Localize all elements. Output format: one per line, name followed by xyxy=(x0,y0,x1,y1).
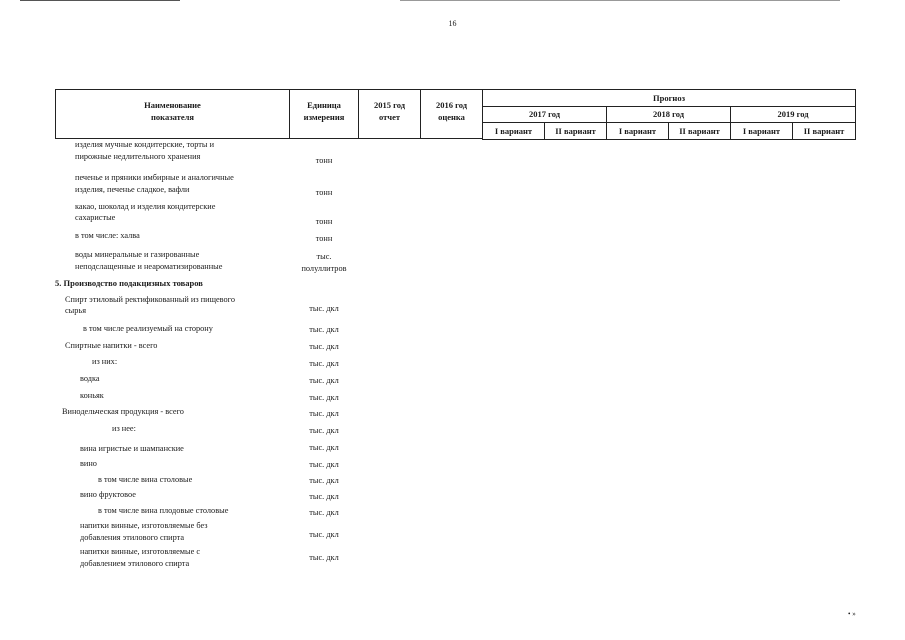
header-year-2017: 2017 год xyxy=(528,109,561,119)
row-unit: тыс. дкл xyxy=(309,492,339,501)
header-unit-line2: измерения xyxy=(303,112,345,122)
row-unit: тыс. дкл xyxy=(309,508,339,517)
row-unit: тыс. дкл xyxy=(309,393,339,402)
row-unit: тыс. дкл xyxy=(309,476,339,485)
header-name-line1: Наименование xyxy=(144,100,201,110)
row-name-line: Спирт этиловый ректификованный из пищевого xyxy=(65,295,236,304)
row-unit: тыс. дкл xyxy=(309,443,339,452)
row-unit: тыс. дкл xyxy=(309,342,339,351)
row-name-line: из них: xyxy=(92,357,118,366)
row-name-line: вино фруктовое xyxy=(80,490,136,499)
row-name-line: в том числе: халва xyxy=(75,231,140,240)
header-2016-line2: оценка xyxy=(438,112,465,122)
header-forecast: Прогноз xyxy=(652,93,685,103)
row-unit: тонн xyxy=(315,234,333,243)
row-name-line: пирожные недлительного хранения xyxy=(75,152,201,161)
page-number: 16 xyxy=(448,19,457,28)
header-unit-line1: Единица xyxy=(307,100,341,110)
row-name-line: водка xyxy=(80,374,100,383)
row-name-line: неподслащенные и неароматизированные xyxy=(75,262,223,271)
row-unit: тыс. дкл xyxy=(309,325,339,334)
row-name-line: Спиртные напитки - всего xyxy=(65,341,158,350)
row-name-line: вина игристые и шампанские xyxy=(80,444,184,453)
row-name-line: в том числе вина плодовые столовые xyxy=(98,506,229,515)
row-name-line: напитки винные, изготовляемые с xyxy=(80,547,201,556)
header-variant-2: II вариант xyxy=(555,126,596,136)
header-variant-1: I вариант xyxy=(494,126,533,136)
row-name-line: коньяк xyxy=(80,391,104,400)
header-2015-line2: отчет xyxy=(378,112,401,122)
row-name-line: какао, шоколад и изделия кондитерские xyxy=(75,202,216,211)
section-title: 5. Производство подакцизных товаров xyxy=(55,278,203,288)
scan-artifact-line xyxy=(20,0,180,1)
scan-artifact-line xyxy=(400,0,840,1)
row-unit: тыс. дкл xyxy=(309,409,339,418)
row-unit: тонн xyxy=(315,217,333,226)
scan-corner-mark: • » xyxy=(848,610,856,618)
row-name-line: Винодельческая продукция - всего xyxy=(62,407,184,416)
header-2016-line1: 2016 год xyxy=(435,100,468,110)
row-unit: полуллитров xyxy=(301,264,347,273)
header-year-2019: 2019 год xyxy=(777,109,809,119)
row-name-line: вино xyxy=(80,459,97,468)
row-name-line: изделия мучные кондитерские, торты и xyxy=(75,140,215,149)
row-unit: тонн xyxy=(315,156,333,165)
header-name-line2: показателя xyxy=(151,112,194,122)
row-name-line: добавлением этилового спирта xyxy=(80,559,190,568)
header-variant-5: I вариант xyxy=(742,126,781,136)
row-name-line: печенье и пряники имбирные и аналогичные xyxy=(75,173,234,182)
row-unit: тыс. дкл xyxy=(309,376,339,385)
row-unit: тыс. дкл xyxy=(309,530,339,539)
header-year-2018: 2018 год xyxy=(652,109,685,119)
row-unit: тыс. дкл xyxy=(309,553,339,562)
row-unit: тыс. дкл xyxy=(309,359,339,368)
row-unit: тыс. xyxy=(316,252,332,261)
header-variant-3: I вариант xyxy=(618,126,657,136)
row-name-line: сахаристые xyxy=(75,213,116,222)
header-variant-4: II вариант xyxy=(679,126,720,136)
row-unit: тыс. дкл xyxy=(309,304,339,313)
row-name-line: в том числе вина столовые xyxy=(98,475,193,484)
row-name-line: изделия, печенье сладкое, вафли xyxy=(75,185,190,194)
row-name-line: в том числе реализуемый на сторону xyxy=(83,324,213,333)
row-unit: тыс. дкл xyxy=(309,460,339,469)
header-variant-6: II вариант xyxy=(803,126,845,136)
row-name-line: воды минеральные и газированные xyxy=(75,250,200,259)
header-2015-line1: 2015 год xyxy=(373,100,406,110)
row-unit: тонн xyxy=(315,188,333,197)
row-name-line: из нее: xyxy=(112,424,136,433)
row-name-line: сырья xyxy=(65,306,87,315)
row-name-line: напитки винные, изготовляемые без xyxy=(80,521,208,530)
row-unit: тыс. дкл xyxy=(309,426,339,435)
row-name-line: добавления этилового спирта xyxy=(80,533,185,542)
